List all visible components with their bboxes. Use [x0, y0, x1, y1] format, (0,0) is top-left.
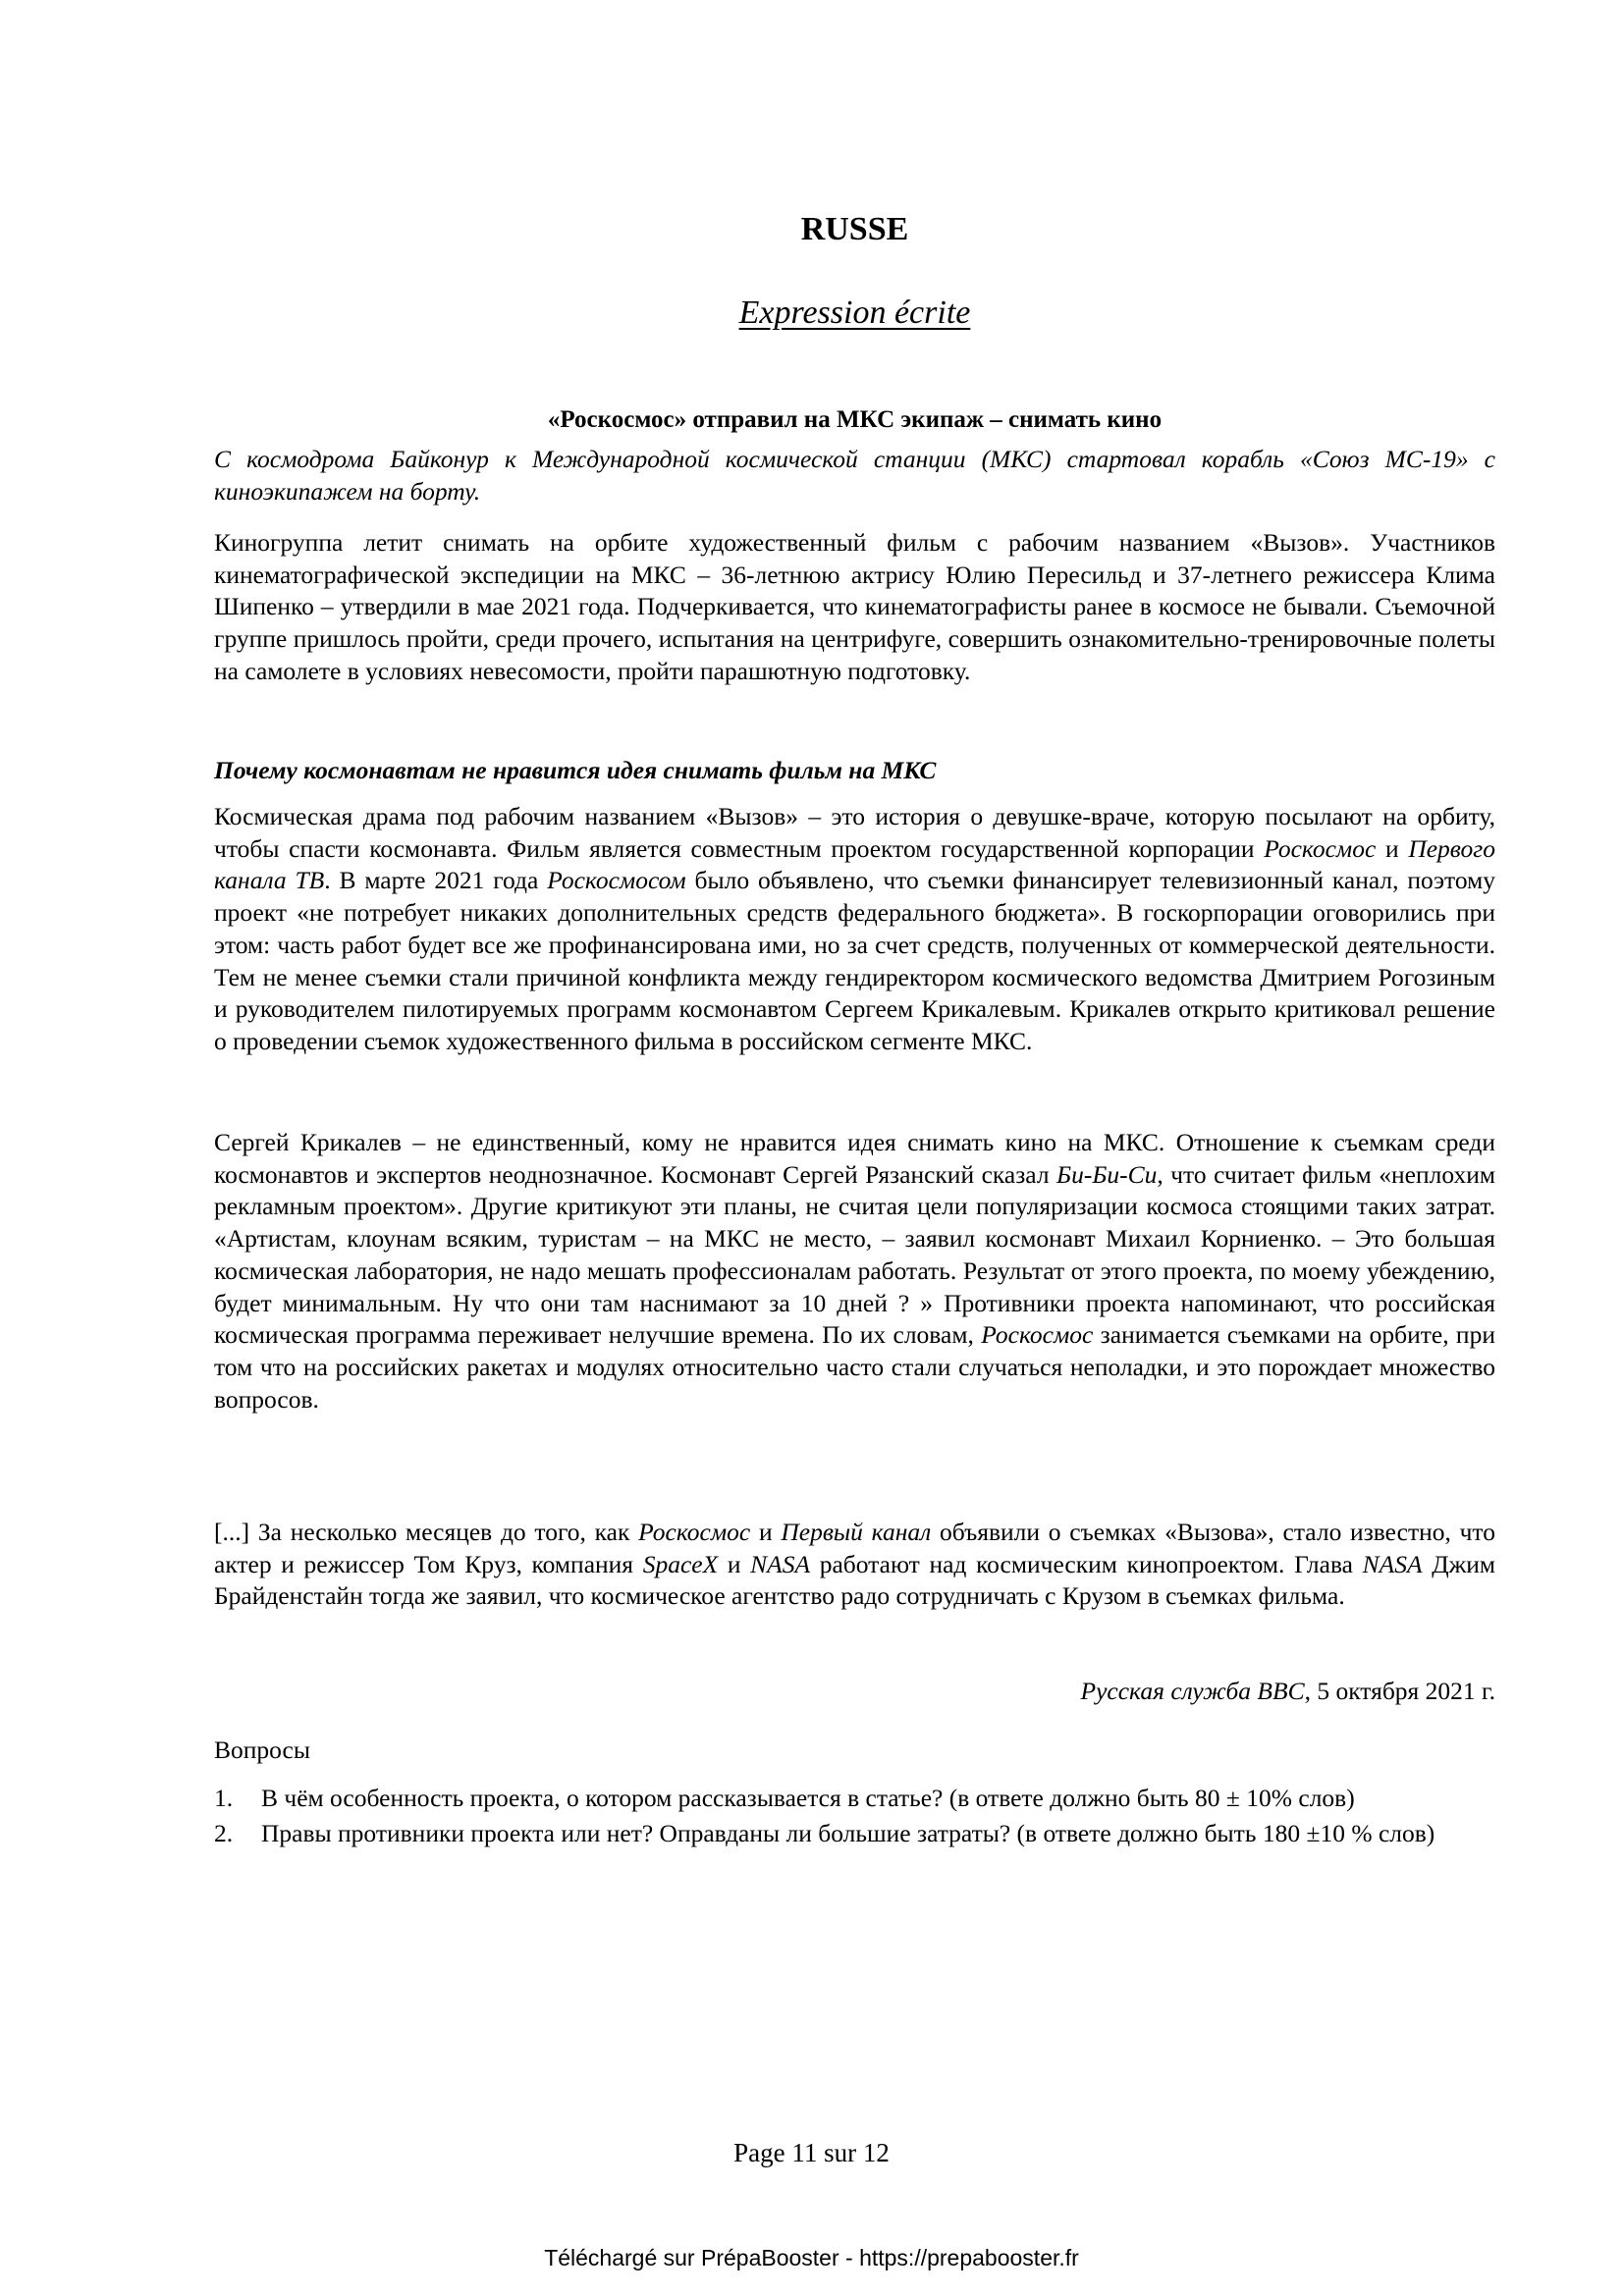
text-run: занимается съемками на орбите, при том что на российских ракетах и модулях относительно часто стали случаться неполадки, и это порождает множество вопросов. — [214, 1320, 1495, 1414]
text-run: Джим Брайденстайн тогда же заявил, что космическое агентство радо сотрудничать с Крузом в съемках фильма. — [214, 1549, 1496, 1611]
italic-run: SpaceX — [642, 1549, 719, 1578]
question-number: 2. — [214, 1818, 234, 1847]
question-number: 1. — [214, 1784, 234, 1812]
text-run: [...] За несколько месяцев до того, как — [214, 1518, 639, 1546]
article-paragraph-3 — [214, 1127, 1495, 1415]
text-run: работают над космическим кинопроектом. Глава — [810, 1549, 1363, 1578]
article-paragraph-4 — [214, 1517, 1495, 1613]
article-title: «Роскосмос» отправил на МКС экипаж – снимать кино — [547, 406, 1163, 433]
italic-run: Первого канала ТВ — [214, 833, 1495, 895]
article-source — [214, 1677, 1495, 1706]
italic-run: NASA — [750, 1549, 811, 1578]
section-heading-text: Expression écrite — [738, 294, 971, 331]
italic-run: Би-Би-Си — [1056, 1159, 1158, 1189]
article-lead: С космодрома Байконур к Международной космической станции (МКС) стартовал корабль «Союз МС-19» с киноэкипажем на борту. — [214, 445, 1495, 506]
italic-run: Первый канал — [781, 1518, 932, 1546]
question-item — [214, 1783, 1495, 1815]
download-footer: Téléchargé sur PrépaBooster - https://prepabooster.fr — [544, 2245, 1079, 2270]
section-heading — [214, 294, 1495, 332]
article-paragraph-2 — [214, 801, 1495, 1058]
italic-run: NASA — [1362, 1549, 1423, 1578]
subject-heading: RUSSE — [800, 211, 909, 247]
text-run: Сергей Крикалев – не единственный, кому не нравится идея снимать кино на МКС. Отношение к съемкам среди космонавтов и экспертов неоднозначное. Космонавт Сергей Рязанский сказал — [214, 1128, 1495, 1189]
italic-run: Роскосмосом — [547, 866, 686, 895]
text-run: и — [718, 1549, 751, 1578]
italic-run: Роскосмос — [981, 1320, 1094, 1350]
page-number: Page 11 sur 12 — [733, 2138, 890, 2167]
text-run: и — [750, 1518, 782, 1546]
question-text: В чём особенность проекта, о котором рассказывается в статье? (в ответе должно быть 80 ± 10% слов) — [261, 1784, 1355, 1812]
italic-run: Роскосмос — [1264, 833, 1377, 863]
text-run: . В марте 2021 года — [324, 866, 548, 895]
text-run: и — [1376, 833, 1409, 863]
text-run: Космическая драма под рабочим названием «Вызов» – это история о девушке-враче, которую посылают на орбиту, чтобы спасти космонавта. Фильм является совместным проектом государственной корпорации — [214, 802, 1495, 863]
source-name: Русская служба BBC — [1080, 1677, 1305, 1705]
question-text: Правы противники проекта или нет? Оправданы ли большие затраты? (в ответе должно быть 180 ±10 % слов) — [261, 1818, 1435, 1847]
question-item — [214, 1818, 1495, 1850]
questions-label: Вопросы — [214, 1735, 310, 1764]
article-paragraph-1: Киногруппа летит снимать на орбите художественный фильм с рабочим названием «Вызов». Участников кинематографической экспедиции на МКС – 36-летнюю актрису Юлию Пересильд и 37-летнего режиссера Клима Шипенко – утвердили в мае 2021 года. Подчеркивается, что кинематографисты ранее в космосе не бывали. Съемочной группе пришлось пройти, среди прочего, испытания на центрифуге, совершить ознакомительно-тренировочные полеты на самолете в условиях невесомости, пройти парашютную подготовку. — [214, 528, 1495, 685]
questions-list — [214, 1783, 1495, 1852]
text-run: объявили о съемках «Вызова», стало известно, что актер и режиссер Том Круз, компания — [214, 1518, 1495, 1578]
source-date: , 5 октября 2021 г. — [1304, 1677, 1495, 1705]
article-subheading: Почему космонавтам не нравится идея снимать фильм на МКС — [214, 756, 937, 784]
text-run: , что считает фильм «неплохим рекламным проектом». Другие критикуют эти планы, не считая цели популяризации космоса стоящими таких затрат. «Артистам, клоунам всяким, туристам – на МКС не место, – заявил космонавт Михаил Корниенко. – Это большая космическая лаборатория, не надо мешать профессионалам работать. Результат от этого проекта, по моему убеждению, будет минимальным. Ну что они там наснимают за 10 дней ? » Противники проекта напоминают, что российская космическая программа переживает нелучшие времена. По их словам, — [214, 1159, 1495, 1350]
text-run: было объявлено, что съемки финансирует телевизионный канал, поэтому проект «не потребует никаких дополнительных средств федерального бюджета». В госкорпорации оговорились при этом: часть работ будет все же профинансирована ими, но за счет средств, полученных от коммерческой деятельности. Тем не менее съемки стали причиной конфликта между гендиректором космического ведомства Дмитрием Рогозиным и руководителем пилотируемых программ космонавтом Сергеем Крикалевым. Крикалев открыто критиковал решение о проведении съемок художественного фильма в российском сегменте МКС. — [214, 866, 1495, 1055]
italic-run: Роскосмос — [638, 1518, 751, 1546]
